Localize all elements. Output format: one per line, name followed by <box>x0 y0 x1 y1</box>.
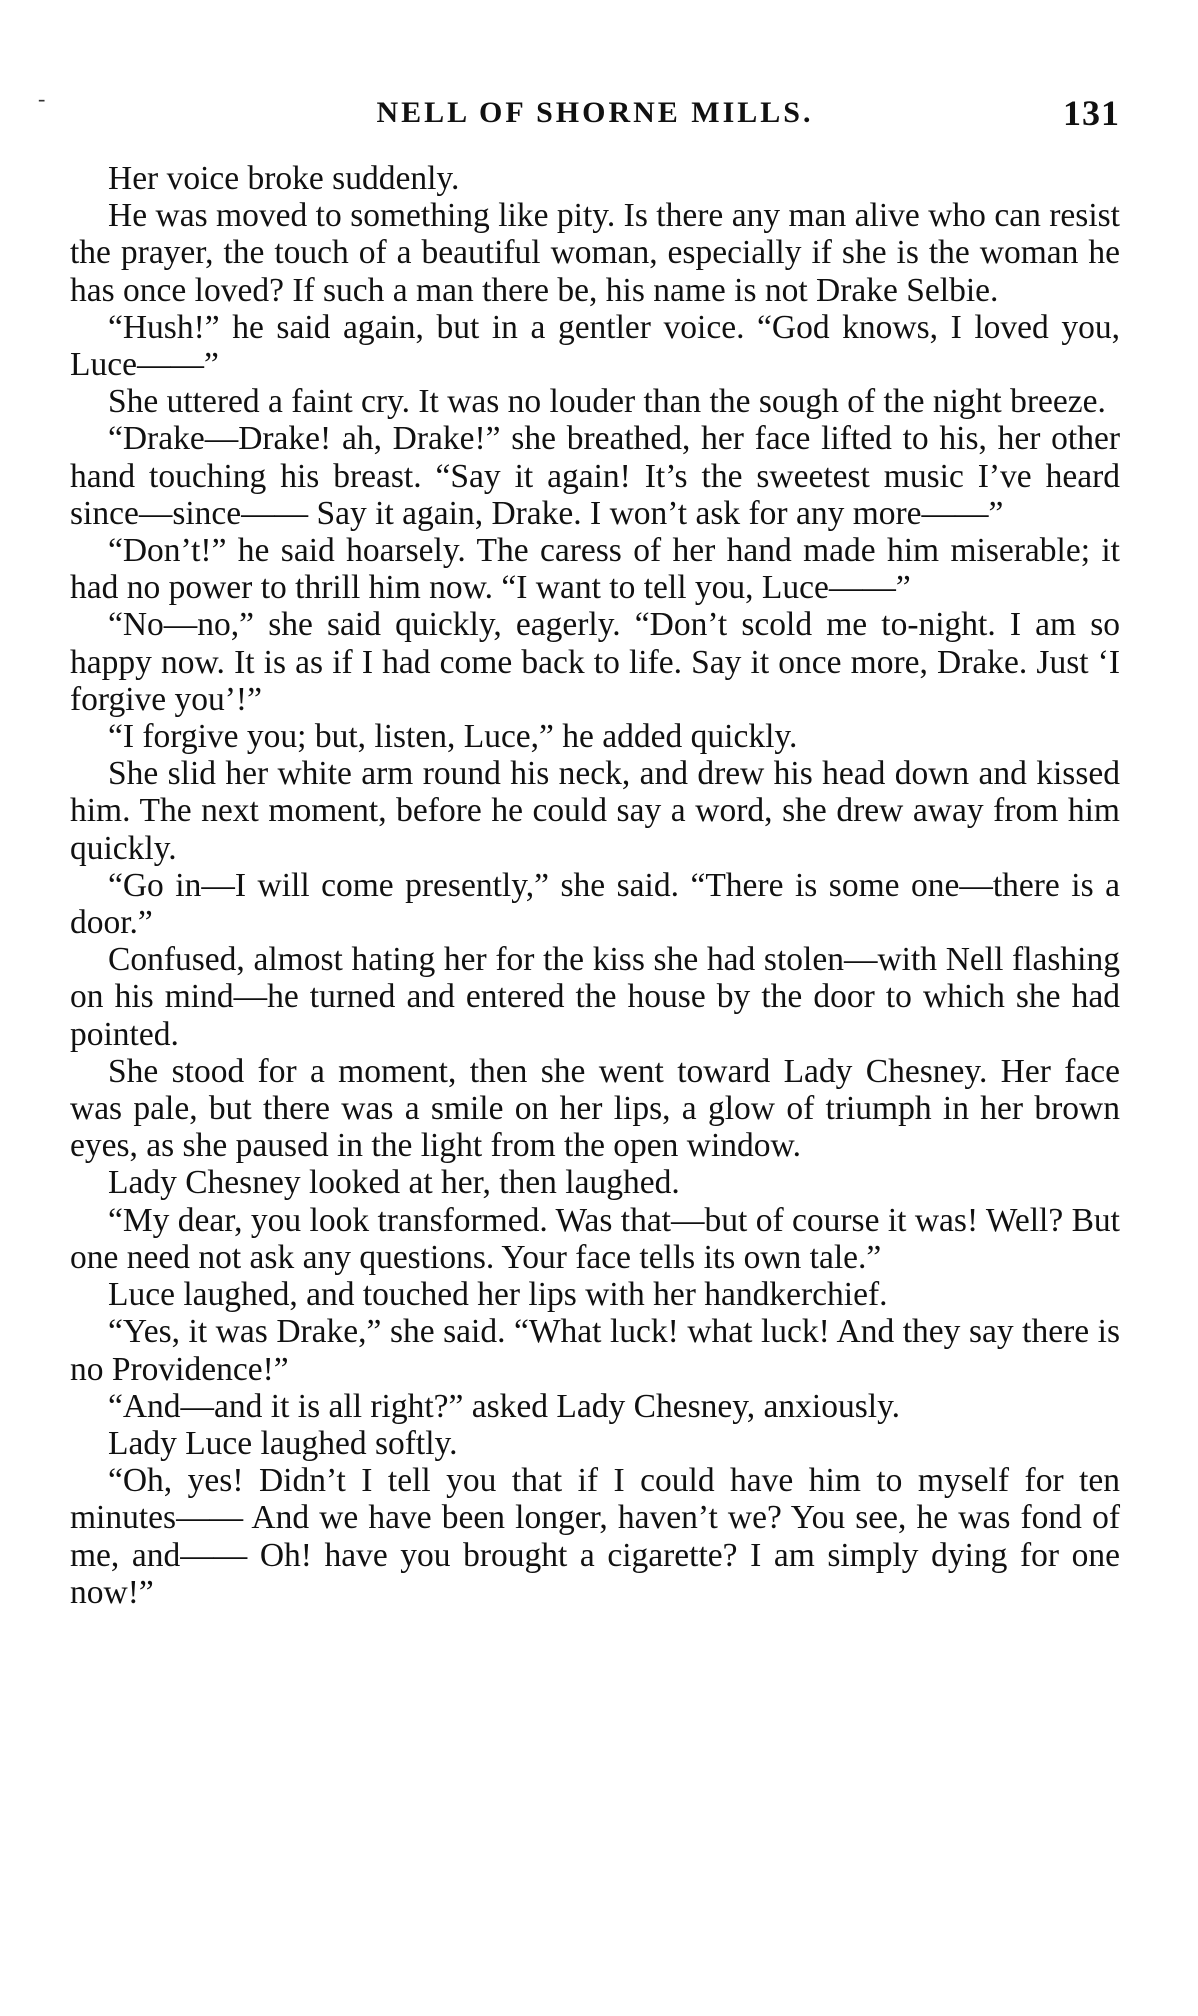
paragraph: “Hush!” he said again, but in a gentler voice. “God knows, I loved you, Luce——” <box>70 308 1120 384</box>
paragraph: “Oh, yes! Didn’t I tell you that if I could have him to myself for ten minutes—— And we have been longer, haven’t we? You see, he was fond of me, and—— Oh! have you brought a cigarette? I am simply dying for one now!” <box>70 1462 1120 1611</box>
body-text <box>70 160 1120 1611</box>
running-head <box>70 93 1120 136</box>
paragraph: “Go in—I will come presently,” she said. “There is some one—there is a door.” <box>70 866 1120 942</box>
paragraph: “Don’t!” he said hoarsely. The caress of her hand made him miserable; it had no power to thrill him now. “I want to tell you, Luce——” <box>70 532 1120 607</box>
paragraph: “And—and it is all right?” asked Lady Chesney, anxiously. <box>108 1387 901 1425</box>
paragraph: “Yes, it was Drake,” she said. “What luck! what luck! And they say there is no Providence!” <box>70 1313 1120 1388</box>
paragraph: “I forgive you; but, listen, Luce,” he added quickly. <box>108 718 798 756</box>
page-number: 131 <box>1063 93 1120 133</box>
paragraph: Lady Luce laughed softly. <box>108 1424 458 1462</box>
paragraph: She uttered a faint cry. It was no louder than the sough of the night breeze. <box>108 383 1106 421</box>
paragraph: “My dear, you look transformed. Was that—but of course it was! Well? But one need not ask any questions. Your face tells its own tale.” <box>70 1201 1120 1276</box>
paragraph: Confused, almost hating her for the kiss she had stolen—with Nell flashing on his mind—he turned and entered the house by the door to which she had pointed. <box>70 941 1120 1053</box>
paragraph: Lady Chesney looked at her, then laughed. <box>108 1164 680 1202</box>
paragraph: “Drake—Drake! ah, Drake!” she breathed, her face lifted to his, her other hand touching his breast. “Say it again! It’s the sweetest music I’ve heard since—since—— Say it again, Drake. I won’t ask for any more——” <box>70 420 1120 532</box>
paragraph: Her voice broke suddenly. <box>108 160 460 197</box>
paragraph: Luce laughed, and touched her lips with her handkerchief. <box>108 1276 888 1314</box>
margin-mark: - <box>38 86 46 111</box>
paragraph: “No—no,” she said quickly, eagerly. “Don’t scold me to-night. I am so happy now. It is as if I had come back to life. Say it once more, Drake. Just ‘I forgive you’!” <box>70 606 1120 718</box>
paragraph: She stood for a moment, then she went toward Lady Chesney. Her face was pale, but there was a smile on her lips, a glow of triumph in her brown eyes, as she paused in the light from the open window. <box>70 1052 1120 1165</box>
running-title: NELL OF SHORNE MILLS. <box>376 96 814 129</box>
paragraph: She slid her white arm round his neck, and drew his head down and kissed him. The next moment, before he could say a word, she drew away from him quickly. <box>70 755 1120 867</box>
paragraph: He was moved to something like pity. Is there any man alive who can resist the prayer, the touch of a beautiful woman, especially if she is the woman he has once loved? If such a man there be, his name is not Drake Selbie. <box>70 197 1120 309</box>
